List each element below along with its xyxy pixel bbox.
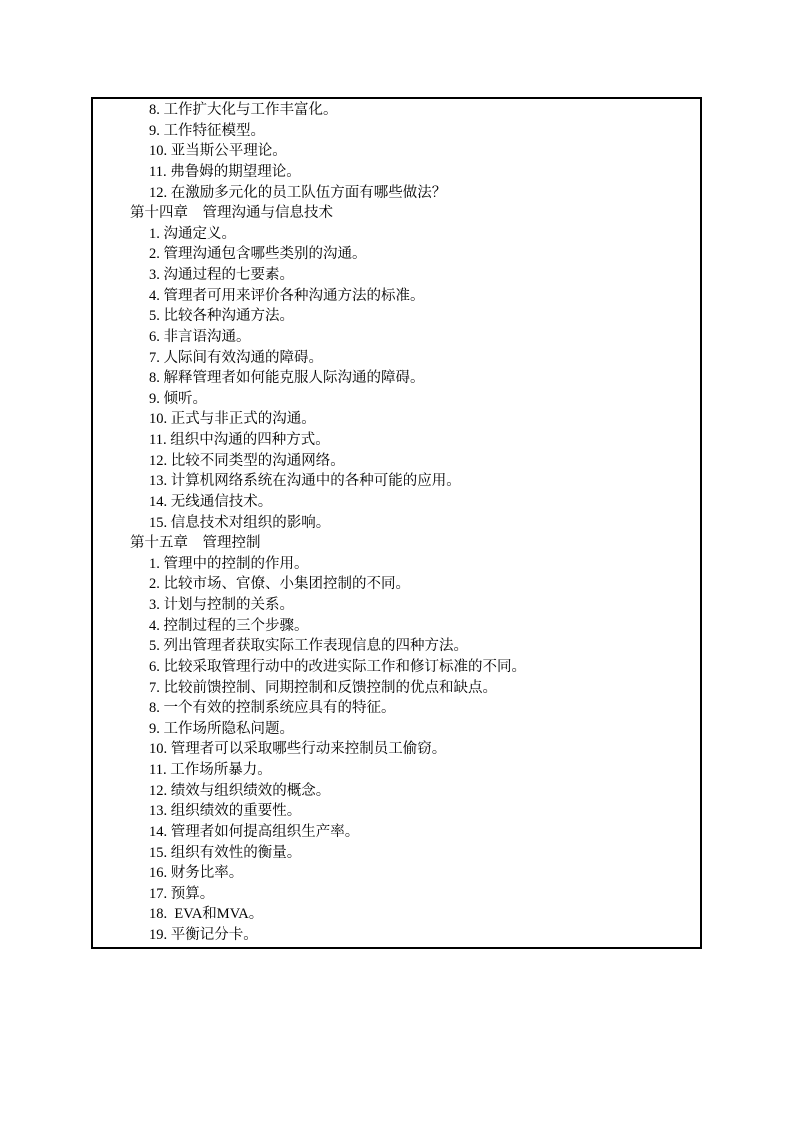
document-line: 13. 组织绩效的重要性。 (149, 803, 302, 820)
document-line: 6. 非言语沟通。 (149, 328, 251, 345)
document-line: 7. 比较前馈控制、同期控制和反馈控制的优点和缺点。 (149, 679, 497, 696)
document-line: 6. 比较采取管理行动中的改进实际工作和修订标准的不同。 (149, 658, 526, 675)
chapter-heading: 第十五章 管理控制 (130, 535, 261, 552)
document-line: 4. 管理者可用来评价各种沟通方法的标准。 (149, 287, 425, 304)
chapter-heading: 第十四章 管理沟通与信息技术 (130, 205, 333, 222)
document-line: 18. EVA和MVA。 (149, 906, 264, 923)
document-line: 2. 比较市场、官僚、小集团控制的不同。 (149, 576, 410, 593)
document-line: 4. 控制过程的三个步骤。 (149, 617, 309, 634)
document-line: 3. 计划与控制的关系。 (149, 597, 294, 613)
document-line: 7. 人际间有效沟通的障碍。 (149, 349, 323, 366)
document-line: 1. 沟通定义。 (149, 225, 236, 242)
document-line: 10. 亚当斯公平理论。 (149, 143, 287, 160)
document-line: 5. 比较各种沟通方法。 (149, 308, 294, 325)
document-line: 9. 倾听。 (149, 390, 207, 407)
document-line: 17. 预算。 (149, 885, 215, 902)
document-line: 14. 无线通信技术。 (149, 493, 273, 510)
document-line: 12. 绩效与组织绩效的概念。 (149, 782, 331, 799)
document-line: 19. 平衡记分卡。 (149, 927, 258, 943)
document-line: 8. 一个有效的控制系统应具有的特征。 (149, 700, 396, 717)
document-line: 11. 工作场所暴力。 (149, 762, 272, 778)
document-line: 9. 工作场所隐私问题。 (149, 720, 294, 737)
document-line: 10. 正式与非正式的沟通。 (149, 411, 316, 428)
document-line: 13. 计算机网络系统在沟通中的各种可能的应用。 (149, 473, 461, 490)
document-line: 11. 组织中沟通的四种方式。 (149, 432, 330, 448)
document-line: 14. 管理者如何提高组织生产率。 (149, 823, 360, 840)
document-line: 3. 沟通过程的七要素。 (149, 267, 294, 283)
document-line: 11. 弗鲁姆的期望理论。 (149, 163, 301, 180)
document-line: 9. 工作特征模型。 (149, 122, 265, 139)
document-line: 16. 财务比率。 (149, 865, 244, 882)
document-line: 5. 列出管理者获取实际工作表现信息的四种方法。 (149, 638, 468, 655)
document-table-cell (91, 97, 702, 949)
document-line: 1. 管理中的控制的作用。 (149, 555, 309, 572)
document-line: 10. 管理者可以采取哪些行动来控制员工偷窃。 (149, 741, 447, 758)
document-line: 8. 解释管理者如何能克服人际沟通的障碍。 (149, 370, 425, 387)
document-line: 12. 在激励多元化的员工队伍方面有哪些做法？ (149, 184, 447, 201)
document-lines (93, 100, 700, 946)
document-line: 15. 组织有效性的衡量。 (149, 844, 302, 861)
document-line: 2. 管理沟通包含哪些类别的沟通。 (149, 246, 367, 263)
document-line: 15. 信息技术对组织的影响。 (149, 514, 331, 531)
document-line: 12. 比较不同类型的沟通网络。 (149, 452, 345, 469)
document-line: 8. 工作扩大化与工作丰富化。 (149, 102, 338, 118)
